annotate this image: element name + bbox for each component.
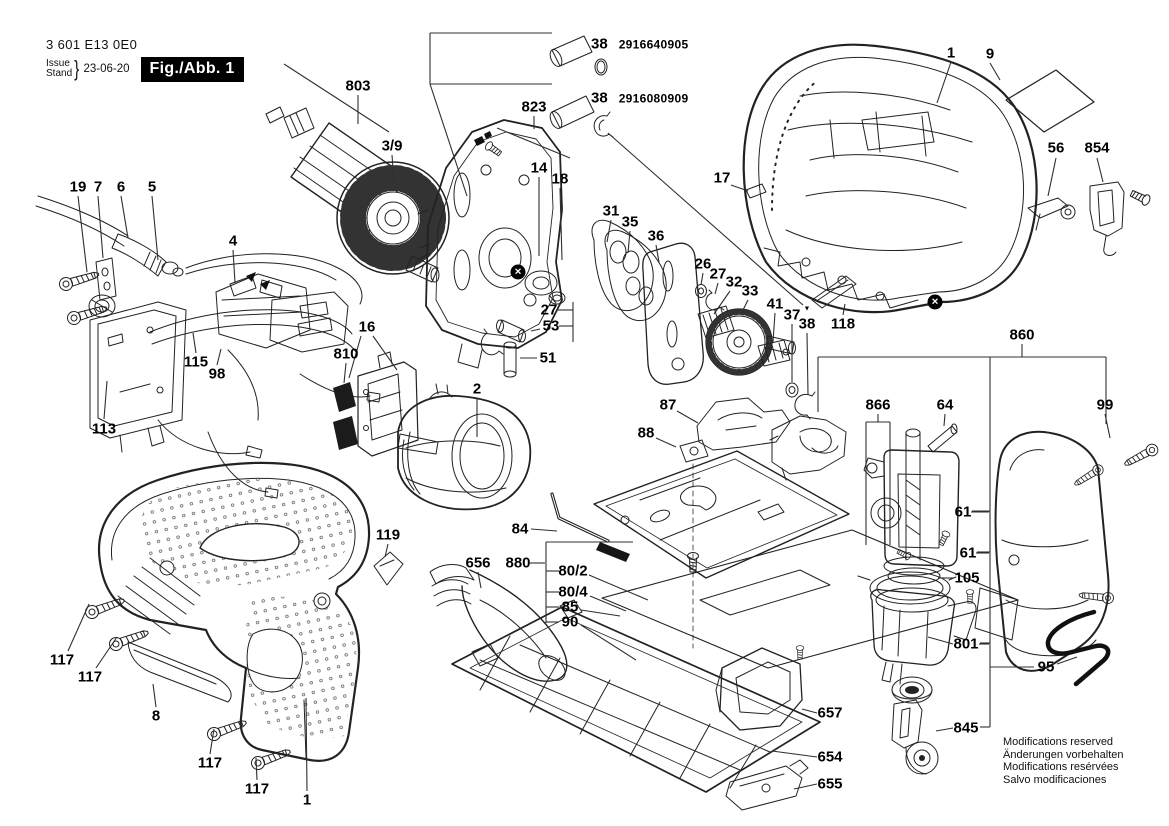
part-number: 2: [472, 380, 482, 398]
part-number: 26: [694, 255, 712, 273]
part-number: 810: [333, 345, 359, 363]
part-number: 866: [865, 396, 891, 414]
part-label-656: [465, 556, 490, 571]
part-label-85: [562, 600, 579, 615]
part-number: 88: [637, 424, 655, 442]
part-number: 5: [147, 178, 157, 196]
part-number: 656: [465, 554, 491, 572]
order-number: 2916640905: [618, 37, 689, 52]
part-number: 657: [817, 704, 843, 722]
part-number: 8: [151, 707, 161, 725]
part-number: 14: [530, 159, 548, 177]
part-number: 655: [817, 775, 843, 793]
part-number: 16: [358, 318, 376, 336]
part-label-860: [1009, 328, 1034, 343]
part-label-61: [955, 505, 972, 520]
part-label-854: [1084, 141, 1109, 156]
part-label-113: [92, 422, 116, 437]
part-number: 61: [954, 503, 972, 521]
part-number: 32: [725, 273, 743, 291]
part-number: 33: [741, 282, 759, 300]
issue-date: 23-06-20: [83, 63, 130, 75]
part-number: 64: [936, 396, 954, 414]
part-number: 80/2: [558, 562, 588, 580]
part-label-18: [552, 172, 569, 187]
brace-glyph: }: [74, 56, 80, 81]
part-number: 801: [953, 635, 979, 653]
part-label-3-9: [382, 139, 403, 154]
part-label-845: [953, 721, 978, 736]
part-label-810: [333, 347, 358, 362]
part-label-119: [376, 528, 400, 543]
part-number: 17: [713, 169, 731, 187]
part-number: 117: [77, 668, 103, 686]
part-number: 117: [49, 651, 75, 669]
part-label-38: [591, 91, 688, 106]
part-label-8: [152, 709, 160, 724]
order-number: 2916080909: [618, 91, 689, 106]
part-number: 117: [244, 780, 270, 798]
part-number: 98: [208, 365, 226, 383]
issue-stand-label: Issue Stand: [46, 57, 73, 79]
part-number: 53: [542, 317, 560, 335]
part-label-32: [726, 275, 743, 290]
part-number: 1: [302, 791, 312, 809]
part-label-99: [1097, 398, 1114, 413]
part-label-823: [521, 100, 546, 115]
part-number: 4: [228, 232, 238, 250]
part-number: 3/9: [381, 137, 403, 155]
modifications-line: Modifications reserved: [1003, 736, 1114, 748]
part-label-4: [229, 234, 237, 249]
part-label-6: [117, 180, 125, 195]
part-number: 31: [602, 202, 620, 220]
part-label-1: [303, 793, 311, 808]
modifications-note: [1003, 736, 1123, 786]
part-label-64: [937, 398, 954, 413]
part-label-90: [562, 615, 579, 630]
part-label-14: [531, 161, 548, 176]
part-label-98: [209, 367, 226, 382]
part-number: 99: [1096, 396, 1114, 414]
part-label-36: [648, 229, 665, 244]
part-number: 18: [551, 170, 569, 188]
part-number: 19: [69, 178, 87, 196]
model-number: 3 601 E13 0E0: [46, 37, 138, 52]
part-label-115: [184, 355, 208, 370]
part-label-117: [245, 782, 269, 797]
part-label-16: [359, 320, 376, 335]
part-number: 854: [1084, 139, 1110, 157]
part-label-80-4: [558, 585, 587, 600]
part-label-87: [660, 398, 677, 413]
part-label-19: [70, 180, 87, 195]
part-number: 860: [1009, 326, 1035, 344]
part-label-654: [817, 750, 842, 765]
part-label-27: [541, 303, 558, 318]
part-label-17: [714, 171, 731, 186]
part-label-5: [148, 180, 156, 195]
part-label-33: [742, 284, 759, 299]
part-label-95: [1038, 660, 1055, 675]
part-label-53: [543, 319, 560, 334]
part-label-51: [540, 351, 557, 366]
part-number: 654: [817, 748, 843, 766]
part-label-80-2: [558, 564, 587, 579]
x-marker-icon: ✕: [928, 295, 943, 310]
modifications-line: Salvo modificaciones: [1003, 773, 1107, 786]
part-number: 845: [953, 719, 979, 737]
part-number: 87: [659, 396, 677, 414]
part-label-866: [865, 398, 890, 413]
part-label-38: [591, 37, 688, 52]
part-label-118: [831, 317, 855, 332]
part-number: 80/4: [558, 583, 588, 601]
part-number: 61: [959, 544, 977, 562]
part-number: 37: [783, 306, 801, 324]
part-label-105: [954, 571, 979, 586]
part-number: 119: [375, 526, 401, 544]
part-number: 803: [345, 77, 371, 95]
part-number: 113: [91, 420, 117, 438]
part-label-61: [960, 546, 977, 561]
part-label-38: [798, 305, 816, 333]
part-label-56: [1048, 141, 1065, 156]
part-label-801: [953, 637, 978, 652]
part-label-84: [512, 522, 529, 537]
part-label-117: [198, 756, 222, 771]
part-label-657: [817, 706, 842, 721]
part-number: 84: [511, 520, 529, 538]
part-number: 118: [830, 315, 856, 333]
part-label-88: [638, 426, 655, 441]
part-label-655: [817, 777, 842, 792]
part-label-1: [947, 46, 955, 61]
part-label-41: [767, 297, 784, 312]
part-number: 38: [591, 89, 608, 107]
part-number: 880: [505, 554, 531, 572]
part-number: 95: [1037, 658, 1055, 676]
part-number: 85: [561, 598, 579, 616]
part-number: 105: [954, 569, 980, 587]
part-label-35: [622, 215, 639, 230]
part-label-2: [473, 382, 481, 397]
down-arrow-icon: ▼: [803, 305, 811, 313]
part-number: 27: [709, 265, 727, 283]
part-label-31: [603, 204, 620, 219]
part-number: 90: [561, 613, 579, 631]
part-number: 35: [621, 213, 639, 231]
part-number: 56: [1047, 139, 1065, 157]
part-number: 9: [985, 45, 995, 63]
part-number: 51: [539, 349, 557, 367]
part-number: 823: [521, 98, 547, 116]
part-number: 7: [93, 178, 103, 196]
part-label-803: [345, 79, 370, 94]
part-label-880: [505, 556, 530, 571]
part-number: 6: [116, 178, 126, 196]
part-number: 117: [197, 754, 223, 772]
part-number: 38: [798, 315, 816, 333]
part-label-9: [986, 47, 994, 62]
part-number: 41: [766, 295, 784, 313]
part-label-7: [94, 180, 102, 195]
part-label-117: [50, 653, 74, 668]
part-number: 115: [183, 353, 209, 371]
modifications-line: Modifications resérvées: [1003, 761, 1119, 773]
part-number: 36: [647, 227, 665, 245]
part-number: 1: [946, 44, 956, 62]
x-marker-icon: ✕: [511, 265, 526, 280]
figure-label: Fig./Abb. 1: [141, 57, 244, 82]
part-label-117: [78, 670, 102, 685]
part-number: 38: [591, 35, 608, 53]
title-block: [46, 37, 244, 82]
part-label-27: [710, 267, 727, 282]
part-number: 27: [540, 301, 558, 319]
modifications-line: Änderungen vorbehalten: [1003, 748, 1124, 761]
